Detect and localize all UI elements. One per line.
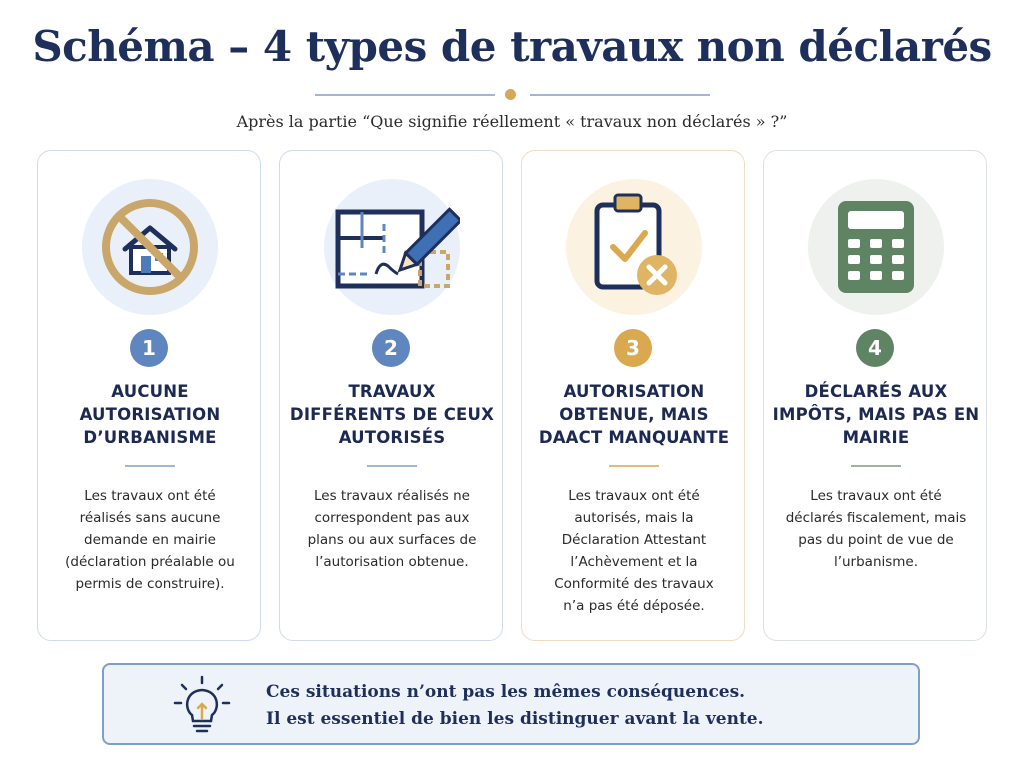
lightbulb-icon [172, 675, 232, 735]
card-rule [367, 465, 417, 467]
card-daact-missing [521, 150, 745, 641]
title-divider-left [315, 94, 495, 96]
calculator-icon [834, 197, 918, 297]
card-description: Les travaux ont été déclarés fiscalement, mais pas du point de vue de l’urbanisme. [785, 488, 967, 570]
callout-line-1: Ces situations n’ont pas les mêmes conséquences. [266, 682, 746, 702]
title-divider-right [530, 94, 710, 96]
card-number: 3 [614, 329, 652, 367]
card-no-authorization [37, 150, 261, 641]
card-rule [851, 465, 901, 467]
callout-box [102, 663, 920, 745]
clipboard-cross-icon [579, 189, 689, 305]
page-title: Schéma – 4 types de travaux non déclarés [32, 22, 992, 71]
callout-text [266, 679, 906, 733]
card-icon-circle [566, 179, 702, 315]
card-number: 1 [130, 329, 168, 367]
card-heading: AUCUNE AUTORISATION D’URBANISME [79, 382, 221, 447]
card-description: Les travaux ont été autorisés, mais la Déclaration Attestant l’Achèvement et la Conformité des travaux n’a pas été déposée. [554, 488, 714, 614]
card-icon-circle [82, 179, 218, 315]
card-description: Les travaux ont été réalisés sans aucune demande en mairie (déclaration préalable ou permis de construire). [65, 488, 235, 592]
card-rule [609, 465, 659, 467]
subtitle: Après la partie “Que signifie réellement « travaux non déclarés » ?” [236, 112, 788, 131]
card-number: 2 [372, 329, 410, 367]
card-heading: AUTORISATION OBTENUE, MAIS DAACT MANQUANTE [538, 382, 730, 447]
title-divider-dot [505, 89, 516, 100]
card-rule [125, 465, 175, 467]
card-icon-circle [324, 179, 460, 315]
callout-line-2: Il est essentiel de bien les distinguer avant la vente. [266, 709, 764, 729]
blueprint-pencil-icon [324, 194, 460, 300]
no-house-icon [97, 194, 203, 300]
card-tax-declared [763, 150, 987, 641]
card-heading: TRAVAUX DIFFÉRENTS DE CEUX AUTORISÉS [289, 382, 495, 447]
card-description: Les travaux réalisés ne correspondent pas aux plans ou aux surfaces de l’autorisation obtenue. [307, 488, 477, 570]
card-different-works [279, 150, 503, 641]
card-heading: DÉCLARÉS AUX IMPÔTS, MAIS PAS EN MAIRIE [772, 382, 980, 447]
card-number: 4 [856, 329, 894, 367]
card-icon-circle [808, 179, 944, 315]
